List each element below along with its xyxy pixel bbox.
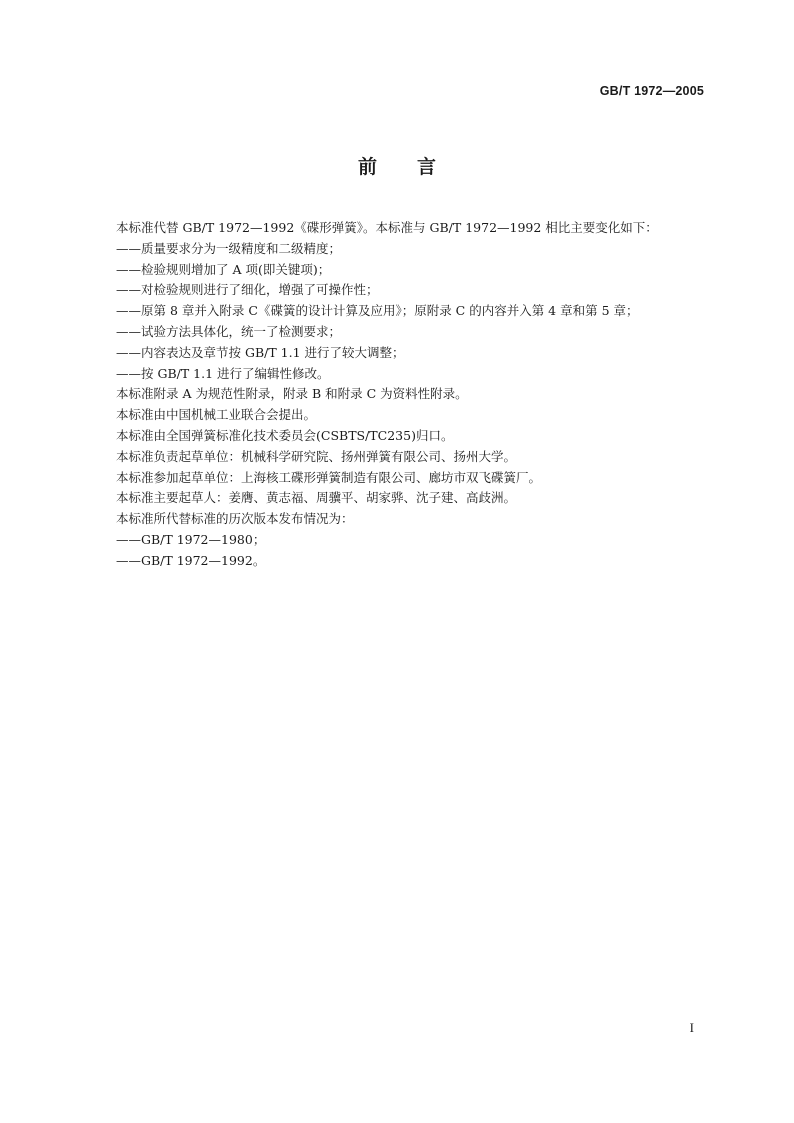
foreword-line: 本标准参加起草单位：上海核工碟形弹簧制造有限公司、廊坊市双飞碟簧厂。 xyxy=(116,469,542,485)
foreword-line: 本标准所代替标准的历次版本发布情况为： xyxy=(116,511,354,527)
standard-code: GB/T 1972—2005 xyxy=(599,84,704,98)
page-title-part1: 前 xyxy=(357,156,377,178)
foreword-line: 本标准主要起草人：姜膺、黄志福、周骥平、胡家骅、沈子建、高歧洲。 xyxy=(116,490,517,506)
foreword-line: 本标准由全国弹簧标准化技术委员会(CSBTS/TC235)归口。 xyxy=(116,427,454,443)
change-item: ——质量要求分为一级精度和二级精度； xyxy=(116,240,342,256)
page-number: I xyxy=(689,1020,694,1035)
edition-item: ——GB/T 1972—1992。 xyxy=(116,552,266,568)
foreword-body xyxy=(116,218,716,572)
foreword-line: 本标准由中国机械工业联合会提出。 xyxy=(116,407,317,423)
page-title xyxy=(0,152,794,179)
foreword-line: 本标准负责起草单位：机械科学研究院、扬州弹簧有限公司、扬州大学。 xyxy=(116,448,517,464)
page-title-part2: 言 xyxy=(417,156,437,178)
change-item: ——对检验规则进行了细化，增强了可操作性； xyxy=(116,282,379,298)
change-item: ——内容表达及章节按 GB/T 1.1 进行了较大调整； xyxy=(116,344,405,360)
change-item: ——检验规则增加了 A 项(即关键项)； xyxy=(116,261,331,277)
foreword-line: 本标准附录 A 为规范性附录，附录 B 和附录 C 为资料性附录。 xyxy=(116,386,468,402)
change-item: ——按 GB/T 1.1 进行了编辑性修改。 xyxy=(116,365,330,381)
foreword-line: 本标准代替 GB/T 1972—1992《碟形弹簧》。本标准与 GB/T 1972—1992 相比主要变化如下： xyxy=(116,220,658,235)
change-item: ——原第 8 章并入附录 C《碟簧的设计计算及应用》；原附录 C 的内容并入第 4 章和第 5 章； xyxy=(116,303,639,319)
edition-item: ——GB/T 1972—1980； xyxy=(116,531,266,547)
change-item: ——试验方法具体化，统一了检测要求； xyxy=(116,323,342,339)
